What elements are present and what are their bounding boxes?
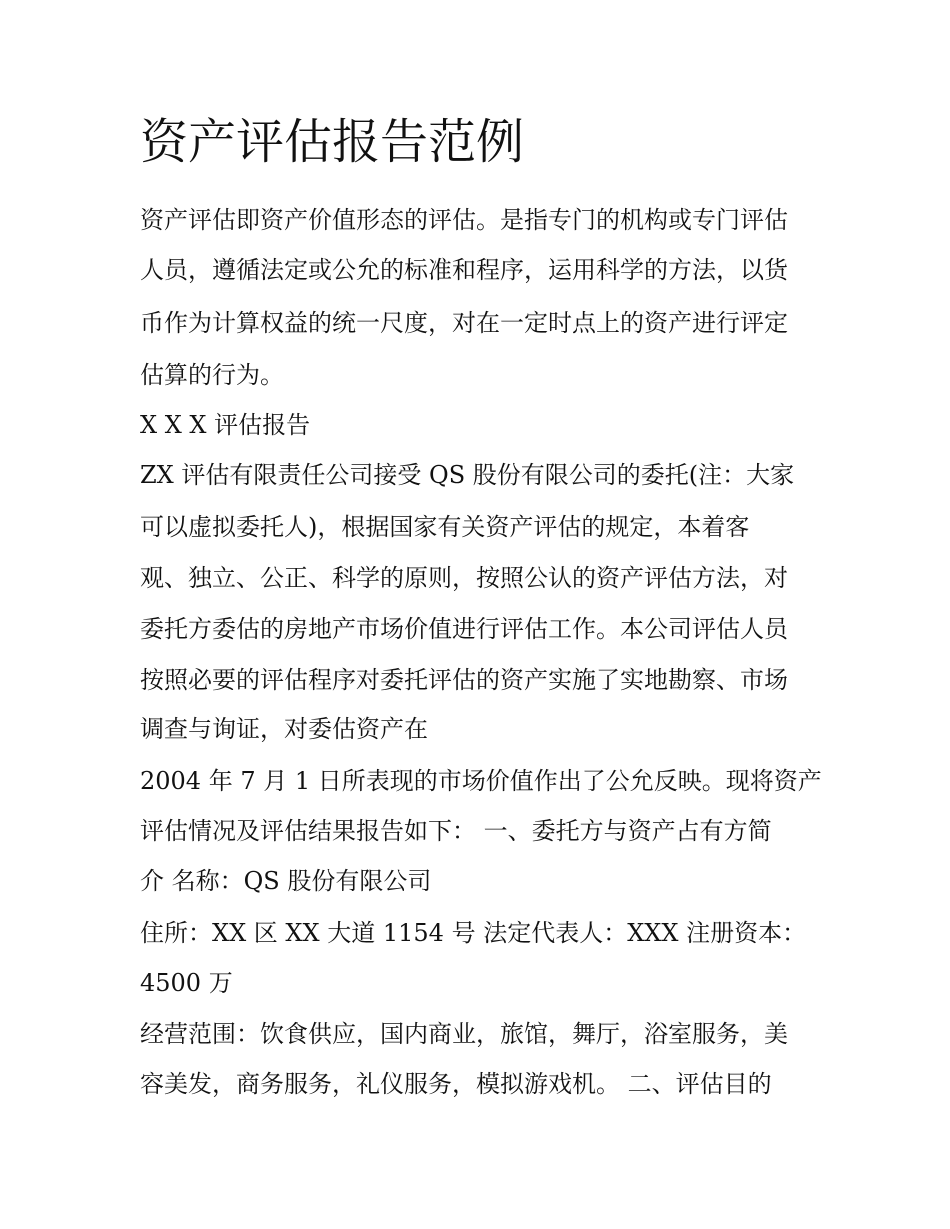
body-line: 2004 年 7 月 1 日所表现的市场价值作出了公允反映。现将资产 — [140, 767, 822, 795]
body-line: 按照必要的评估程序对委托评估的资产实施了实地勘察、市场 — [140, 666, 788, 694]
body-line: 估算的行为。 — [140, 361, 284, 389]
body-line: 经营范围：饮食供应，国内商业，旅馆，舞厅，浴室服务，美 — [140, 1020, 788, 1048]
body-line: 币作为计算权益的统一尺度，对在一定时点上的资产进行评定 — [140, 309, 788, 337]
document-title: 资产评估报告范例 — [140, 114, 525, 170]
body-line: ZX 评估有限责任公司接受 QS 股份有限公司的委托(注：大家 — [140, 461, 795, 489]
body-line: 委托方委估的房地产市场价值进行评估工作。本公司评估人员 — [140, 615, 788, 643]
body-line: 人员，遵循法定或公允的标准和程序，运用科学的方法，以货 — [140, 256, 788, 284]
body-line: 调查与询证，对委估资产在 — [140, 715, 428, 743]
section-heading: X X X 评估报告 — [140, 411, 311, 439]
body-line: 容美发，商务服务，礼仪服务，模拟游戏机。 二、评估目的 — [140, 1070, 772, 1098]
body-line: 资产评估即资产价值形态的评估。是指专门的机构或专门评估 — [140, 206, 788, 234]
body-line: 4500 万 — [140, 969, 233, 997]
body-line: 观、独立、公正、科学的原则，按照公认的资产评估方法，对 — [140, 564, 788, 592]
body-line: 介 名称：QS 股份有限公司 — [140, 867, 432, 895]
body-line: 住所：XX 区 XX 大道 1154 号 法定代表人：XXX 注册资本： — [140, 919, 807, 947]
body-line: 评估情况及评估结果报告如下： 一、委托方与资产占有方简 — [140, 817, 772, 845]
body-line: 可以虚拟委托人)，根据国家有关资产评估的规定，本着客 — [140, 513, 750, 541]
